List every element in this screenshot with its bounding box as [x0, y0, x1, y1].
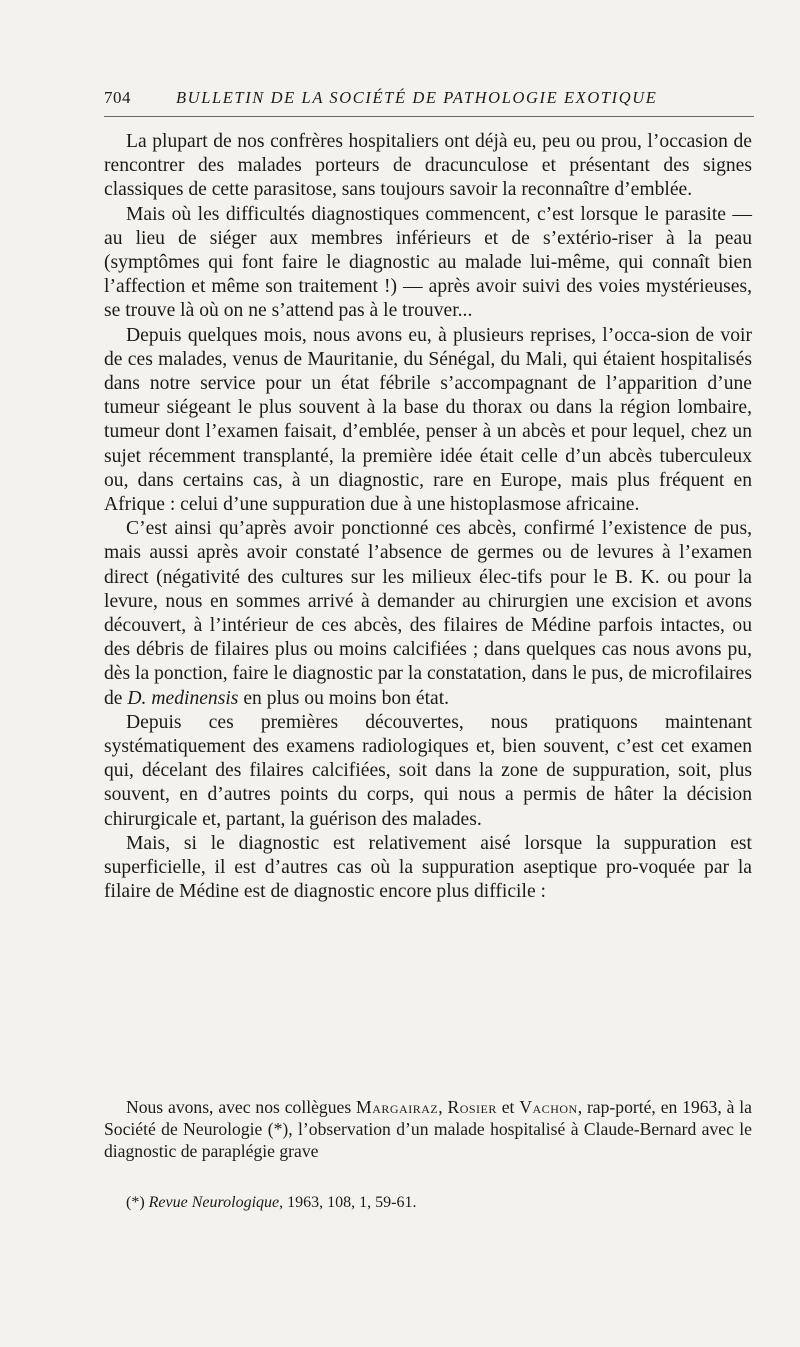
note-separator: et — [496, 1097, 520, 1117]
paragraph-2: Mais où les difficultés diagnostiques commencent, c’est lorsque le parasite — au lieu de siéger aux membres inférieurs et de s’extério-riser à la peau (symptômes qui font faire le diagnostic au malade lui-même, qui connaît bien l’affection et même son traitement !) — après avoir suivi des voies mystérieuses, se trouve là où on ne s’attend pas à le trouver... — [104, 203, 752, 322]
author-name: Rosier — [447, 1097, 497, 1117]
species-name: D. medinensis — [127, 687, 239, 709]
paragraph-4 — [104, 517, 752, 711]
main-text — [104, 130, 752, 905]
footnote-marker: (*) — [126, 1194, 149, 1211]
author-name: Margairaz — [356, 1097, 439, 1117]
page-header — [104, 88, 752, 114]
paragraph-4-text: C’est ainsi qu’après avoir ponctionné ces abcès, confirmé l’existence de pus, mais aussi après avoir constaté l’absence de germes ou de levures à l’examen direct (négativité des cultures sur les milieux élec-tifs pour le B. K. ou pour la levure, nous en sommes arrivé à demander au chirurgien une excision et avons découvert, à l’intérieur de ces abcès, des filaires de Médine parfois intactes, ou des débris de filaires plus ou moins calcifiées ; dans quelques cas nous avons pu, dès la ponction, faire le diagnostic par la constatation, dans le pus, de microfilaires de — [104, 518, 752, 709]
footnote-journal: Revue Neurologique — [148, 1194, 280, 1211]
header-rule — [104, 116, 754, 117]
note-rest: , rap-porté, en 1963, à la Société de Neurologie (*), l’observation d’un malade hospitalisé à Claude-Bernard avec le diagnostic de paraplégie grave — [104, 1097, 752, 1161]
paragraph-5: Depuis ces premières découvertes, nous pratiquons maintenant systématiquement des examens radiologiques et, bien souvent, c’est cet examen qui, décelant des filaires calcifiées, soit dans la zone de suppuration, soit, plus souvent, en d’autres points du corps, qui nous a permis de hâter la décision chirurgicale et, partant, la guérison des malades. — [104, 711, 752, 830]
note-intro: Nous avons, avec nos collègues — [126, 1097, 357, 1117]
page-number: 704 — [104, 88, 131, 107]
paragraph-6: Mais, si le diagnostic est relativement aisé lorsque la suppuration est superficielle, il est d’autres cas où la suppuration aseptique pro-voquée par la filaire de Médine est de diagnostic encore plus difficile : — [104, 832, 752, 903]
case-note — [104, 1096, 752, 1162]
paragraph-1: La plupart de nos confrères hospitaliers ont déjà eu, peu ou prou, l’occasion de rencontrer des malades porteurs de dracunculose et présentant des signes classiques de cette parasitose, sans toujours savoir la reconnaître d’emblée. — [104, 131, 752, 201]
paragraph-3: Depuis quelques mois, nous avons eu, à plusieurs reprises, l’occa-sion de voir de ces malades, venus de Mauritanie, du Sénégal, du Mali, qui étaient hospitalisés dans notre service pour un état fébrile s’accompagnant de l’apparition d’une tumeur siégeant le plus souvent à la base du thorax ou dans la région lombaire, tumeur dont l’examen faisait, d’emblée, penser à un abcès et pour lequel, chez un sujet récemment transplanté, la première idée était celle d’un abcès tuberculeux ou, dans certains cas, à un diagnostic, rare en Europe, mais plus fréquent en Afrique : celui d’une suppuration due à une histoplasmose africaine. — [104, 324, 752, 516]
footnote — [126, 1193, 746, 1213]
paragraph-4-end: en plus ou moins bon état. — [238, 687, 450, 709]
case-note-paragraph — [104, 1096, 752, 1162]
running-title: BULLETIN DE LA SOCIÉTÉ DE PATHOLOGIE EXOTIQUE — [176, 88, 658, 107]
note-separator: , — [438, 1097, 448, 1117]
footnote-citation: , 1963, 108, 1, 59-61. — [279, 1194, 417, 1211]
author-name: Vachon — [519, 1097, 578, 1117]
